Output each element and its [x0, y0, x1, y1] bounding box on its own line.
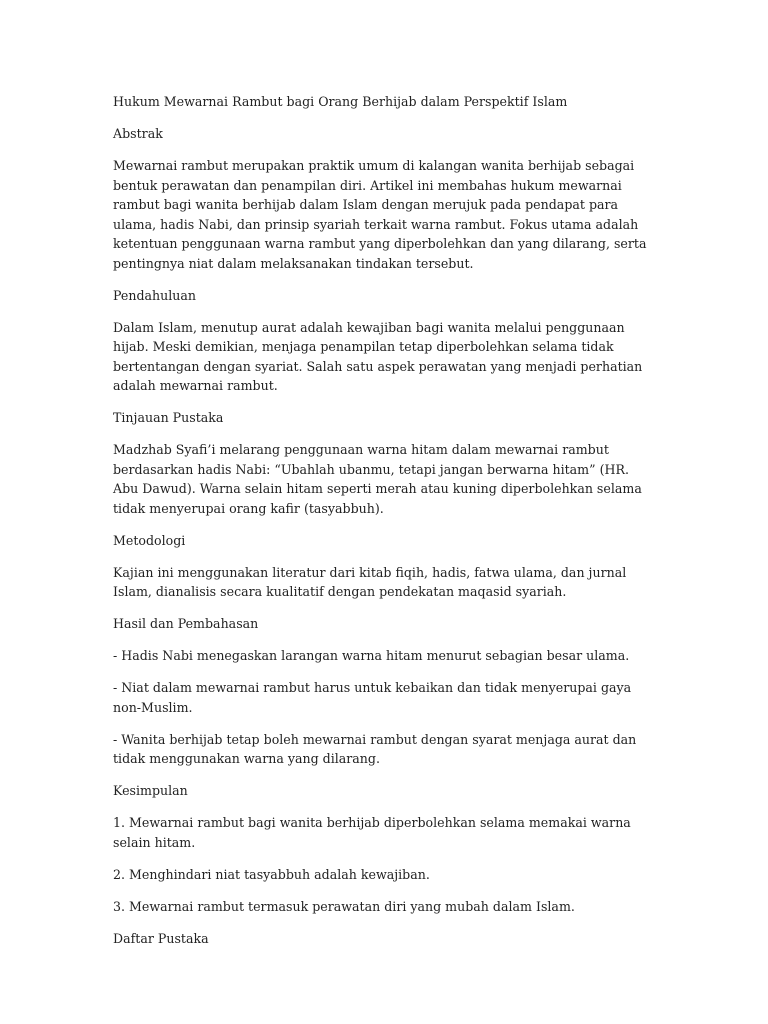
results-item: - Hadis Nabi menegaskan larangan warna hitam menurut sebagian besar ulama. [113, 648, 630, 663]
document-title: Hukum Mewarnai Rambut bagi Orang Berhijab dalam Perspektif Islam [113, 94, 568, 109]
results-item: - Wanita berhijab tetap boleh mewarnai rambut dengan syarat menjaga aurat dan tidak menggunakan warna yang dilarang. [113, 731, 637, 766]
section-heading-abstrak: Abstrak [113, 126, 163, 141]
section-heading-pendahuluan: Pendahuluan [113, 287, 197, 303]
results-item: - Niat dalam mewarnai rambut harus untuk kebaikan dan tidak menyerupai gaya non-Muslim. [113, 680, 632, 715]
document-body [113, 92, 648, 961]
literature-review-paragraph: Madzhab Syafi’i melarang penggunaan warna hitam dalam mewarnai rambut berdasarkan hadis Nabi: “Ubahlah ubanmu, tetapi jangan berwarna hitam” (HR. Abu Dawud). Warna selain hitam seperti merah atau kuning diperbolehkan selama tidak menyerupai orang kafir (tasyabbuh). [113, 442, 642, 516]
section-heading-tinjauan-pustaka: Tinjauan Pustaka [113, 410, 224, 425]
section-heading-kesimpulan: Kesimpulan [113, 783, 188, 798]
introduction-paragraph: Dalam Islam, menutup aurat adalah kewajiban bagi wanita melalui penggunaan hijab. Meski demikian, menjaga penampilan tetap diperbolehkan selama tidak bertentangan dengan syariat. Salah satu aspek perawatan yang menjadi perhatian adalah mewarnai rambut. [113, 319, 643, 393]
section-heading-daftar-pustaka: Daftar Pustaka [113, 930, 209, 946]
methodology-paragraph: Kajian ini menggunakan literatur dari kitab fiqih, hadis, fatwa ulama, dan jurnal Islam, dianalisis secara kualitatif dengan pendekatan maqasid syariah. [113, 564, 627, 599]
section-heading-hasil-dan-pembahasan: Hasil dan Pembahasan [113, 616, 259, 631]
section-heading-metodologi: Metodologi [113, 532, 186, 548]
conclusion-item: 1. Mewarnai rambut bagi wanita berhijab diperbolehkan selama memakai warna selain hitam. [113, 815, 631, 850]
abstract-paragraph: Mewarnai rambut merupakan praktik umum di kalangan wanita berhijab sebagai bentuk perawatan dan penampilan diri. Artikel ini membahas hukum mewarnai rambut bagi wanita berhijab dalam Islam dengan merujuk pada pendapat para ulama, hadis Nabi, dan prinsip syariah terkait warna rambut. Fokus utama adalah ketentuan penggunaan warna rambut yang diperbolehkan dan yang dilarang, serta pentingnya niat dalam melaksanakan tindakan tersebut. [113, 158, 647, 271]
conclusion-item: 3. Mewarnai rambut termasuk perawatan diri yang mubah dalam Islam. [113, 898, 575, 914]
conclusion-item: 2. Menghindari niat tasyabbuh adalah kewajiban. [113, 866, 430, 882]
